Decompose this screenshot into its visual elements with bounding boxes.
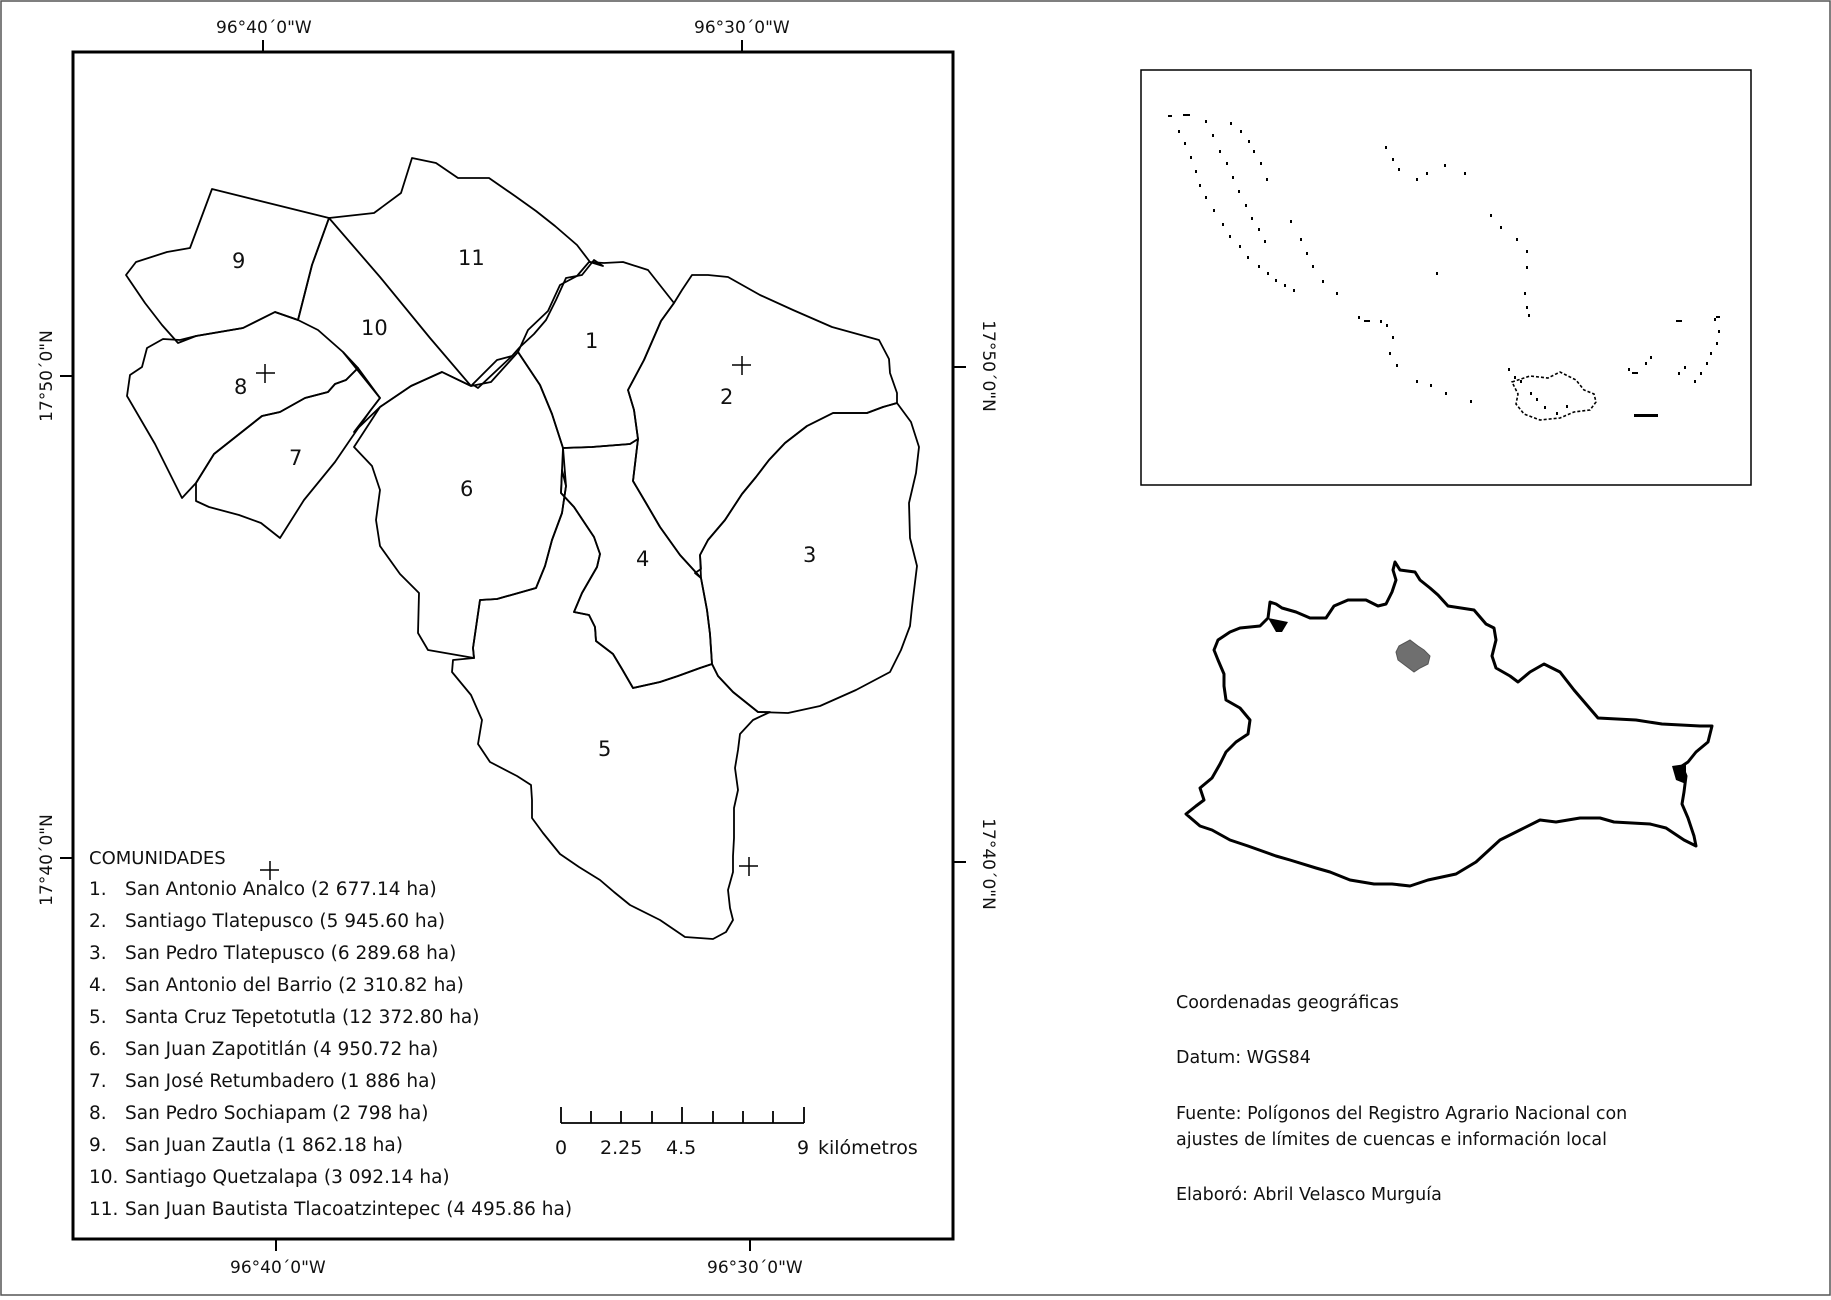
legend-item-number: 3. <box>89 943 107 964</box>
legend-item <box>89 1134 572 1166</box>
legend-item <box>89 1166 572 1198</box>
info-author: Elaboró: Abril Velasco Murguía <box>1176 1185 1442 1205</box>
scale-bar <box>561 1107 804 1123</box>
coord-right-upper: 17°50´0"N <box>978 320 998 412</box>
legend-item <box>89 878 572 910</box>
legend-item <box>89 974 572 1006</box>
region-label-4: 4 <box>636 547 650 571</box>
legend-item-label: San Pedro Sochiapam (2 798 ha) <box>125 1103 429 1124</box>
region-10-boundary <box>343 352 512 432</box>
scale-tick-0: 0 <box>555 1137 568 1159</box>
legend-item-label: San Pedro Tlatepusco (6 289.68 ha) <box>125 943 457 964</box>
legend-item <box>89 1102 572 1134</box>
legend-item <box>89 910 572 942</box>
legend-item-number: 4. <box>89 975 107 996</box>
region-label-5: 5 <box>598 737 612 761</box>
oaxaca-notch-2 <box>1672 764 1686 784</box>
coord-bottom-left: 96°40´0"W <box>230 1258 326 1278</box>
region-label-6: 6 <box>460 477 474 501</box>
inset-mexico-outline <box>1168 114 1720 417</box>
legend-item-number: 9. <box>89 1135 107 1156</box>
region-label-11: 11 <box>458 246 485 270</box>
region-1-boundary <box>518 262 674 448</box>
coord-right-lower: 17°40´0"N <box>978 818 998 910</box>
legend-item-label: Santiago Tlatepusco (5 945.60 ha) <box>125 911 446 932</box>
region-label-9: 9 <box>232 249 246 273</box>
legend-item <box>89 1006 572 1038</box>
legend-item-number: 6. <box>89 1039 107 1060</box>
region-label-8: 8 <box>234 375 248 399</box>
coord-top-right: 96°30´0"W <box>694 18 790 38</box>
scale-unit: kilómetros <box>818 1137 918 1159</box>
legend-item-number: 7. <box>89 1071 107 1092</box>
legend-list <box>89 878 572 1230</box>
region-8-boundary <box>127 312 358 498</box>
region-7-boundary <box>196 368 380 538</box>
info-datum: Datum: WGS84 <box>1176 1048 1311 1068</box>
oaxaca-notch-1 <box>1268 618 1288 632</box>
region-2-boundary <box>628 275 897 578</box>
legend <box>89 848 572 1230</box>
info-source-line1: Fuente: Polígonos del Registro Agrario Nacional con <box>1176 1104 1628 1124</box>
legend-item <box>89 942 572 974</box>
region-label-3: 3 <box>803 543 817 567</box>
region-label-1: 1 <box>585 329 599 353</box>
legend-title: COMUNIDADES <box>89 848 226 869</box>
legend-item <box>89 1070 572 1102</box>
legend-item <box>89 1038 572 1070</box>
legend-item-label: Santiago Quetzalapa (3 092.14 ha) <box>125 1167 450 1188</box>
scale-tick-9: 9 <box>797 1137 810 1159</box>
inset-oaxaca-outline <box>1512 372 1596 420</box>
legend-item-label: San Antonio del Barrio (2 310.82 ha) <box>125 975 464 996</box>
legend-item-label: San Juan Zautla (1 862.18 ha) <box>125 1135 403 1156</box>
legend-item-label: San Antonio Analco (2 677.14 ha) <box>125 879 437 900</box>
inset-mexico-frame <box>1141 70 1751 485</box>
legend-item-number: 11. <box>89 1199 119 1220</box>
coord-left-lower: 17°40´0"N <box>37 814 57 906</box>
region-label-10: 10 <box>361 316 388 340</box>
scale-tick-4-5: 4.5 <box>666 1137 697 1159</box>
scale-tick-2-25: 2.25 <box>600 1137 643 1159</box>
legend-item-number: 1. <box>89 879 107 900</box>
info-source-line2: ajustes de límites de cuencas e información local <box>1176 1130 1607 1150</box>
legend-item-label: San Juan Bautista Tlacoatzintepec (4 495.86 ha) <box>125 1199 573 1220</box>
region-6-boundary <box>354 352 566 658</box>
info-coordinates: Coordenadas geográficas <box>1176 993 1399 1013</box>
legend-item-label: San Juan Zapotitlán (4 950.72 ha) <box>125 1039 439 1060</box>
legend-item <box>89 1198 572 1230</box>
region-label-7: 7 <box>289 446 303 470</box>
study-area-fill <box>1396 640 1430 672</box>
legend-item-label: San José Retumbadero (1 886 ha) <box>125 1071 437 1092</box>
community-boundaries <box>126 158 919 939</box>
coord-top-left: 96°40´0"W <box>216 18 312 38</box>
oaxaca-state-outline <box>1186 562 1712 886</box>
crosshair-markers <box>256 356 758 880</box>
legend-item-number: 10. <box>89 1167 119 1188</box>
legend-item-number: 8. <box>89 1103 107 1124</box>
coord-bottom-right: 96°30´0"W <box>707 1258 803 1278</box>
legend-item-number: 2. <box>89 911 107 932</box>
coord-left-upper: 17°50´0"N <box>37 330 57 422</box>
region-label-2: 2 <box>720 385 734 409</box>
legend-item-label: Santa Cruz Tepetotutla (12 372.80 ha) <box>125 1007 480 1028</box>
legend-item-number: 5. <box>89 1007 107 1028</box>
